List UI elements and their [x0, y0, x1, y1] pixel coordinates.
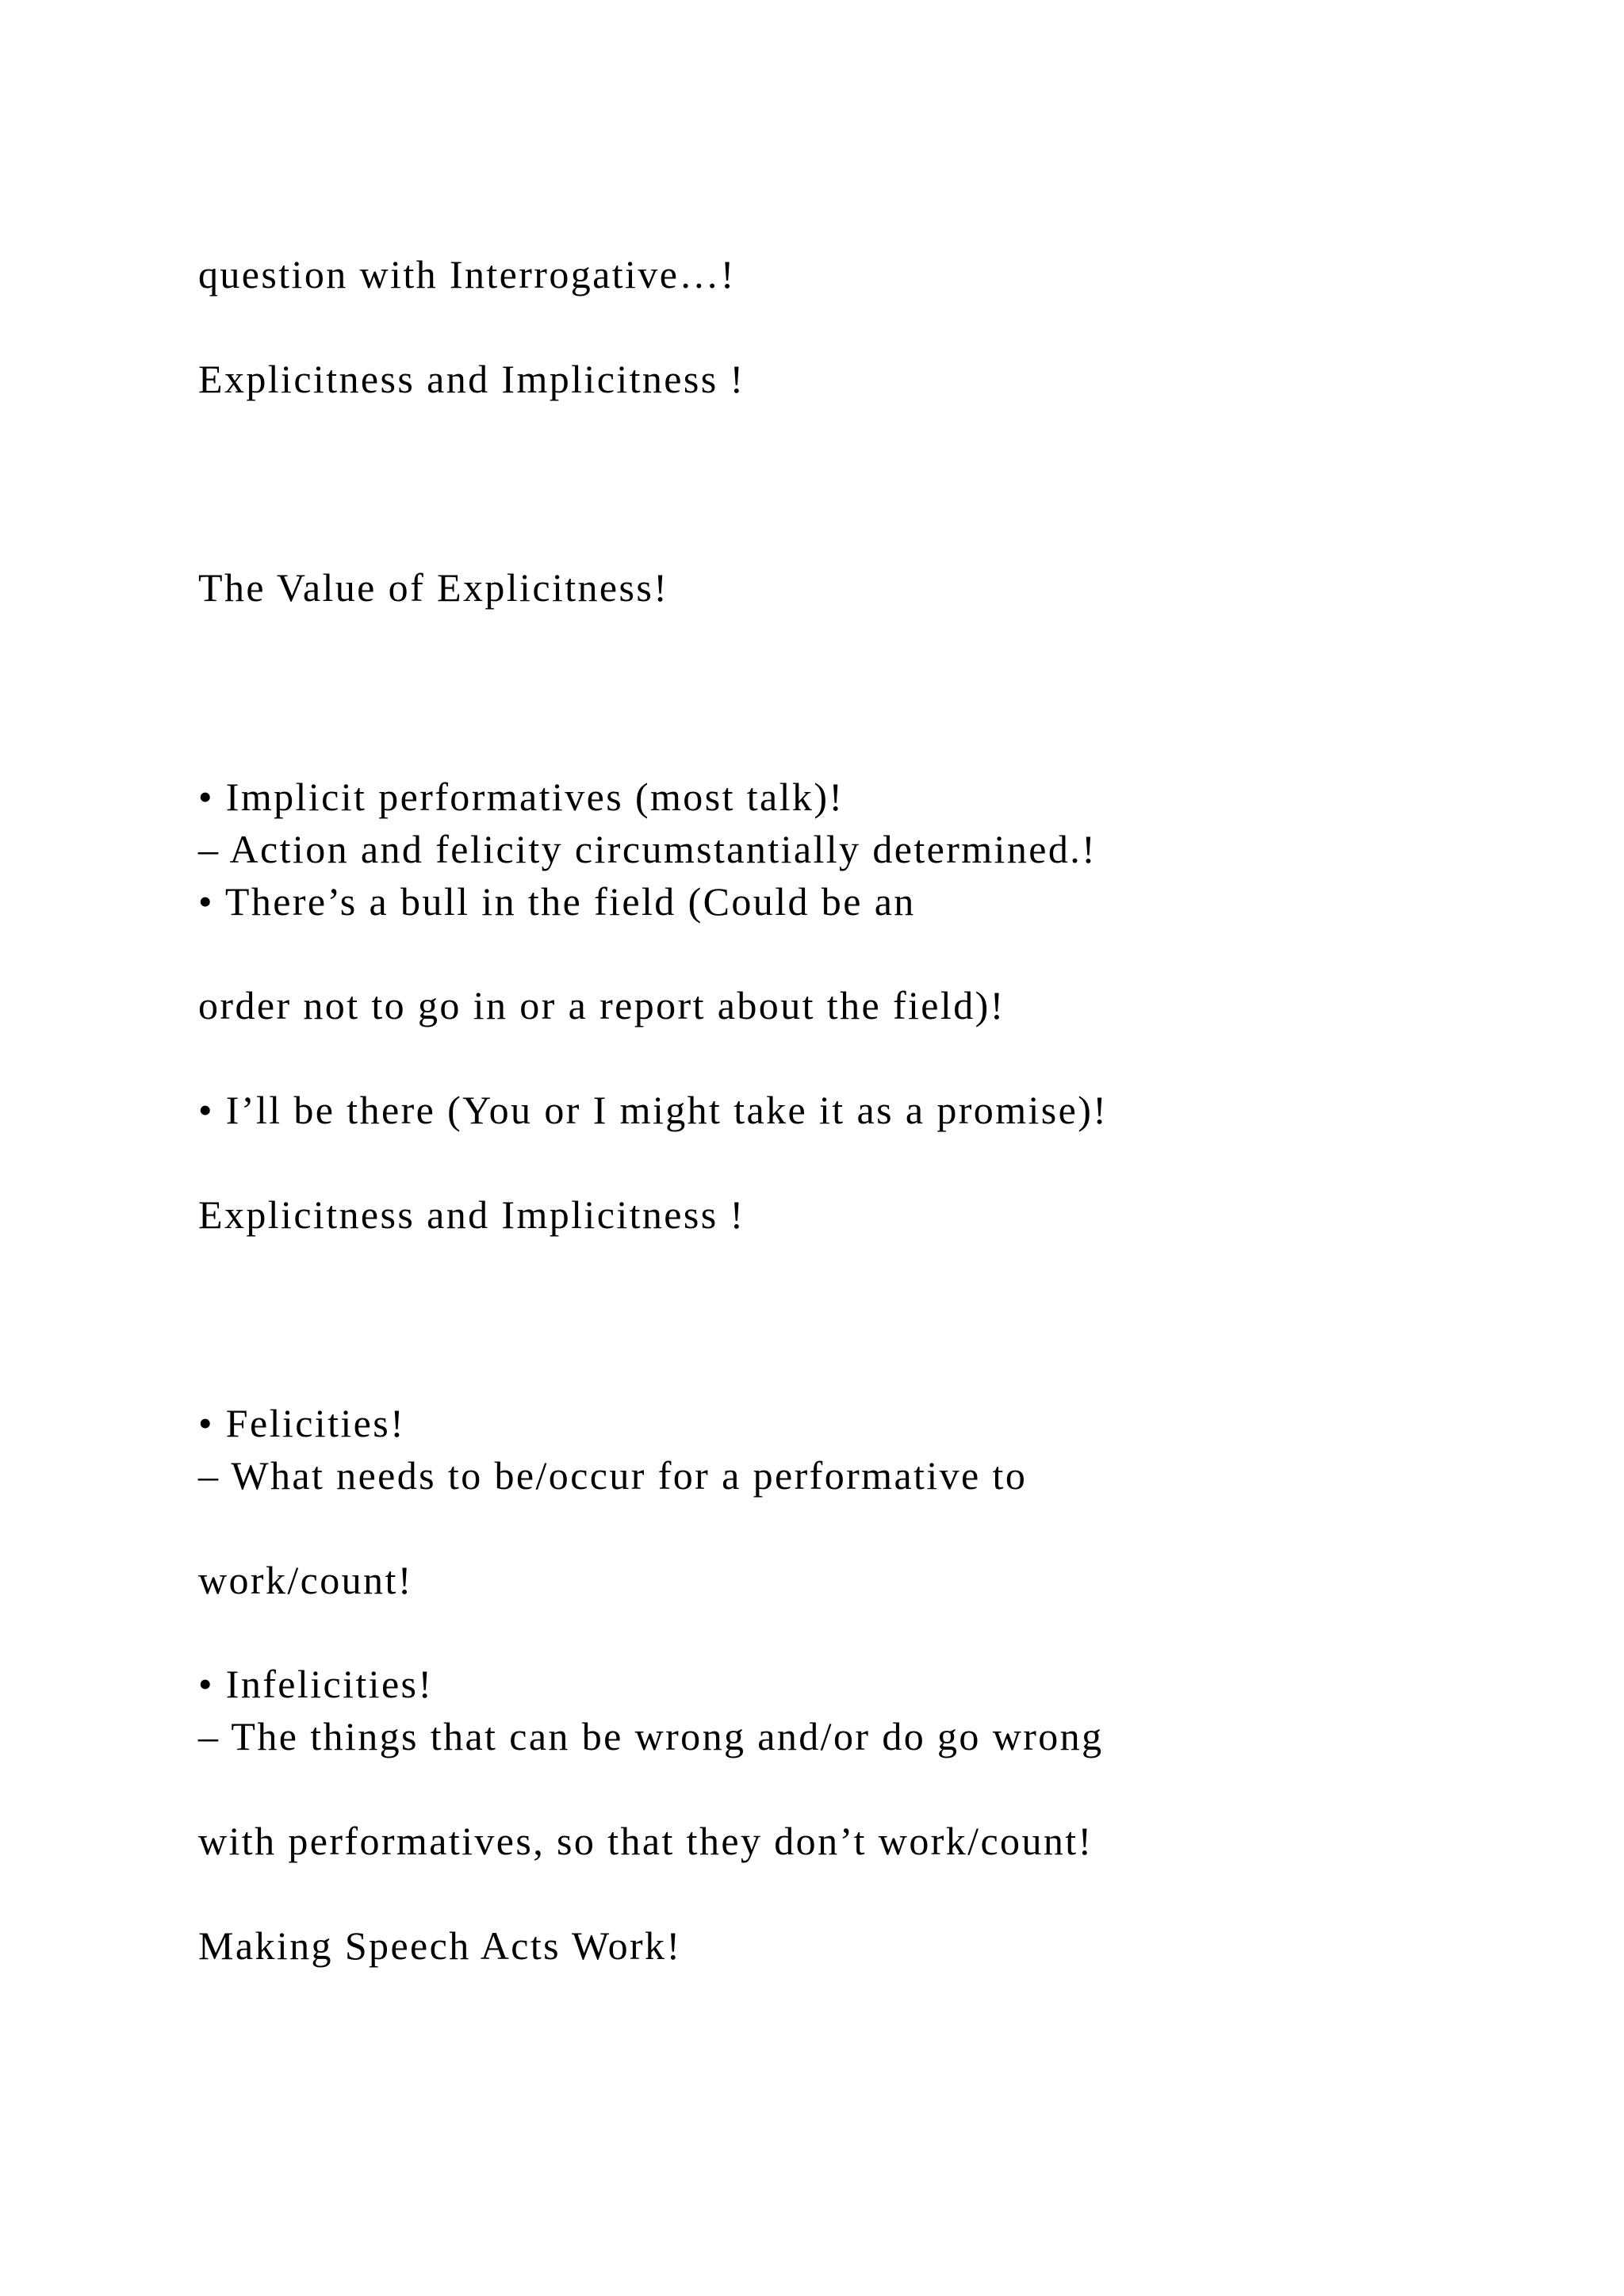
text-line-order-report: order not to go in or a report about the field)!	[198, 983, 1005, 1027]
dash-what-needs: – What needs to be/occur for a performative to	[198, 1453, 1028, 1498]
text-line-work-count: work/count!	[198, 1558, 413, 1602]
dash-things-wrong: – The things that can be wrong and/or do go wrong	[198, 1714, 1104, 1758]
bullet-felicities: • Felicities!	[198, 1401, 406, 1445]
bullet-infelicities: • Infelicities!	[198, 1662, 434, 1706]
heading-explicitness-implicitness-2: Explicitness and Implicitness !	[198, 1192, 745, 1237]
bullet-implicit-performatives: • Implicit performatives (most talk)!	[198, 775, 845, 819]
dash-action-felicity: – Action and felicity circumstantially determined.!	[198, 827, 1097, 871]
bullet-ill-be-there: • I’ll be there (You or I might take it as a promise)!	[198, 1088, 1109, 1132]
text-line-interrogative: question with Interrogative…!	[198, 252, 736, 297]
heading-explicitness-implicitness-1: Explicitness and Implicitness !	[198, 357, 745, 401]
heading-making-speech-acts-work: Making Speech Acts Work!	[198, 1923, 682, 1968]
bullet-bull-in-field: • There’s a bull in the field (Could be an	[198, 879, 916, 924]
heading-value-of-explicitness: The Value of Explicitness!	[198, 565, 669, 610]
text-line-with-performatives: with performatives, so that they don’t work/count!	[198, 1819, 1094, 1863]
